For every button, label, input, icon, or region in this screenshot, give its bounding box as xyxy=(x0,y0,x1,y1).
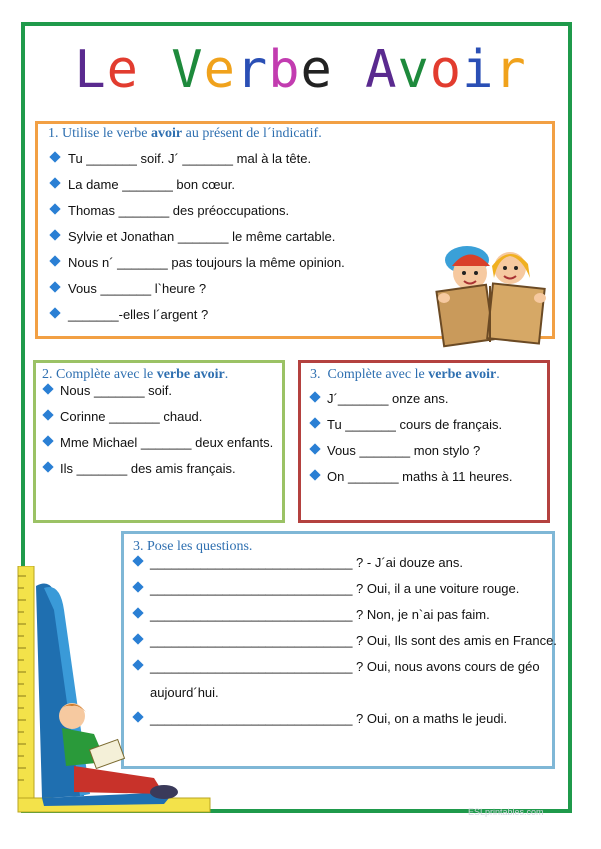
exercise-3-heading: 3. Complète avec le verbe avoir. xyxy=(310,367,500,382)
exercise-2-item: Corinne _______ chaud. xyxy=(60,409,203,424)
kids-reading-illustration xyxy=(432,238,552,348)
exercise-4-heading: 3. Pose les questions. xyxy=(133,539,253,554)
exercise-1-item: Tu _______ soif. J´ _______ mal à la tête. xyxy=(68,151,312,166)
exercise-1-item: Sylvie et Jonathan _______ le même cartable. xyxy=(68,229,336,244)
exercise-1-item: _______-elles l´argent ? xyxy=(68,307,209,322)
exercise-4-item: ____________________________ ? Oui, on a maths le jeudi. xyxy=(150,711,508,726)
page-title xyxy=(0,40,601,100)
title-letter: A xyxy=(365,40,398,100)
exercise-2-heading: 2. Complète avec le verbe avoir. xyxy=(42,367,229,382)
exercise-1-item: Vous _______ l`heure ? xyxy=(68,281,207,296)
boy-reading-book-illustration xyxy=(14,566,214,814)
title-letter: o xyxy=(429,40,463,100)
title-letter: V xyxy=(171,40,204,100)
title-letter: e xyxy=(106,40,139,100)
title-letter: e xyxy=(203,40,236,100)
exercise-3-box xyxy=(298,360,550,523)
exercise-4-item-continuation: aujourd´hui. xyxy=(150,685,219,700)
title-letter: e xyxy=(300,40,333,100)
exercise-2-item: Nous _______ soif. xyxy=(60,383,173,398)
title-letter: r xyxy=(235,40,269,100)
title-letter: i xyxy=(462,40,495,100)
exercise-1-item: Nous n´ _______ pas toujours la même opinion. xyxy=(68,255,345,270)
exercise-1-heading: 1. Utilise le verbe avoir au présent de l´indicatif. xyxy=(48,126,322,141)
exercise-1-item: La dame _______ bon cœur. xyxy=(68,177,235,192)
title-letter xyxy=(333,40,365,100)
title-letter: b xyxy=(268,40,301,100)
exercise-2-item: Mme Michael _______ deux enfants. xyxy=(60,435,274,450)
exercise-3-item: J´_______ onze ans. xyxy=(327,391,449,406)
title-letter: L xyxy=(74,40,107,100)
title-letter: v xyxy=(397,40,430,100)
exercise-2-item: Ils _______ des amis français. xyxy=(60,461,236,476)
exercise-3-item: Tu _______ cours de français. xyxy=(327,417,503,432)
exercise-4-item: ____________________________ ? Non, je n`ai pas faim. xyxy=(150,607,490,622)
exercise-4-item: ____________________________ ? Oui, il a une voiture rouge. xyxy=(150,581,520,596)
title-letter: r xyxy=(494,40,527,100)
exercise-4-item: ____________________________ ? Oui, Ils sont des amis en France. xyxy=(150,633,557,648)
title-letter xyxy=(139,40,171,100)
exercise-4-item: ____________________________ ? Oui, nous avons cours de géo xyxy=(150,659,540,674)
exercise-1-item: Thomas _______ des préoccupations. xyxy=(68,203,290,218)
exercise-3-item: On _______ maths à 11 heures. xyxy=(327,469,513,484)
exercise-3-item: Vous _______ mon stylo ? xyxy=(327,443,481,458)
exercise-4-item: ____________________________ ? - J´ai douze ans. xyxy=(150,555,463,570)
watermark: ESLprintables.com xyxy=(468,807,544,817)
